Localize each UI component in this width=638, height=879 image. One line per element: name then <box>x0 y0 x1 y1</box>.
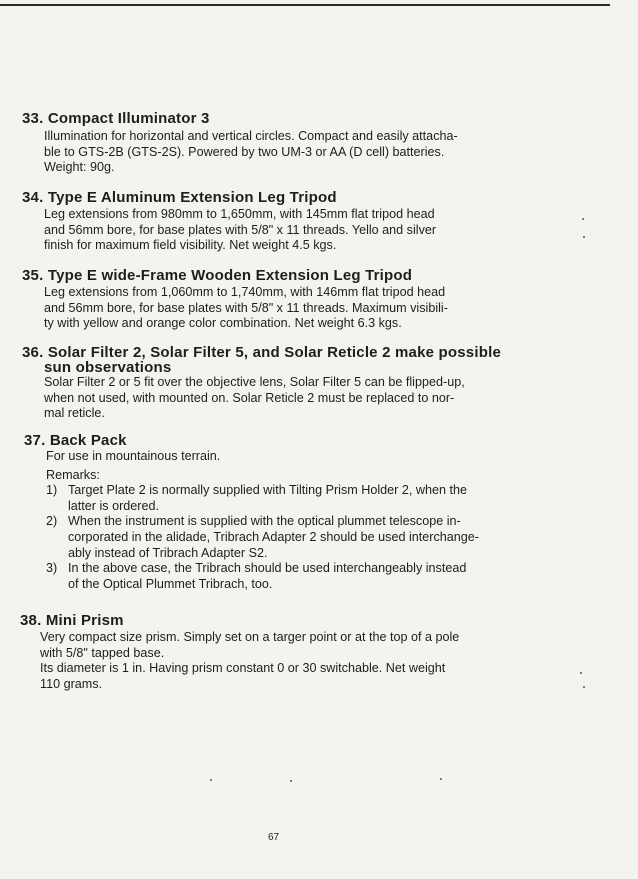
body-line: 110 grams. <box>40 676 103 691</box>
remark-line: In the above case, the Tribrach should be used interchangeably instead <box>68 561 467 576</box>
body-line: with 5/8" tapped base. <box>40 645 165 660</box>
scan-speck <box>583 236 585 238</box>
body-line: Its diameter is 1 in. Having prism constant 0 or 30 switchable. Net weight <box>40 661 446 676</box>
section-heading: 33. Compact Illuminator 3 <box>22 110 210 127</box>
section-34 <box>22 190 436 254</box>
section-36 <box>22 345 501 422</box>
scan-speck <box>440 778 442 780</box>
body-line: Solar Filter 2 or 5 fit over the objective lens, Solar Filter 5 can be flipped-up, <box>44 375 465 389</box>
body-line: when not used, with mounted on. Solar Reticle 2 must be replaced to nor- <box>44 390 455 405</box>
body-line: Very compact size prism. Simply set on a targer point or at the top of a pole <box>40 630 460 644</box>
remark-item <box>46 561 479 592</box>
body-line: mal reticle. <box>44 406 105 421</box>
remark-line: latter is ordered. <box>68 498 159 513</box>
scan-speck <box>210 779 212 781</box>
section-35 <box>22 268 448 332</box>
body-line: finish for maximum field visibility. Net weight 4.5 kgs. <box>44 238 337 253</box>
scan-speck <box>290 780 292 782</box>
section-heading: 36. Solar Filter 2, Solar Filter 5, and Solar Reticle 2 make possible <box>22 344 501 361</box>
body-line: and 56mm bore, for base plates with 5/8" x 11 threads. Maximum visibili- <box>44 300 448 315</box>
section-heading: 34. Type E Aluminum Extension Leg Tripod <box>22 189 337 206</box>
remark-item <box>46 483 479 514</box>
scan-speck <box>582 218 584 220</box>
section-33 <box>22 111 458 176</box>
section-heading: 37. Back Pack <box>24 432 127 449</box>
remark-number: 2) <box>46 514 58 529</box>
scan-speck <box>580 672 582 674</box>
body-line: ble to GTS-2B (GTS-2S). Powered by two UM-3 or AA (D cell) batteries. <box>44 144 445 159</box>
body-line: For use in mountainous terrain. <box>46 449 221 463</box>
page-number: 67 <box>268 832 280 843</box>
remark-line: Target Plate 2 is normally supplied with Tilting Prism Holder 2, when the <box>68 483 467 498</box>
remark-line: ably instead of Tribrach Adapter S2. <box>68 545 268 560</box>
body-line: Weight: 90g. <box>44 160 115 175</box>
scan-speck <box>583 686 585 688</box>
body-line: Illumination for horizontal and vertical circles. Compact and easily attacha- <box>44 129 458 143</box>
section-heading: 38. Mini Prism <box>20 612 124 629</box>
body-line: and 56mm bore, for base plates with 5/8" x 11 threads. Yello and silver <box>44 222 437 237</box>
body-line: Leg extensions from 1,060mm to 1,740mm, with 146mm flat tripod head <box>44 285 446 299</box>
remark-line: corporated in the alidade, Tribrach Adapter 2 should be used interchange- <box>68 529 479 544</box>
top-scan-rule <box>0 4 610 6</box>
section-37 <box>24 433 479 592</box>
remark-number: 1) <box>46 483 58 498</box>
body-line: ty with yellow and orange color combination. Net weight 6.3 kgs. <box>44 316 402 331</box>
remark-line: of the Optical Plummet Tribrach, too. <box>68 576 273 591</box>
section-heading: 35. Type E wide-Frame Wooden Extension Leg Tripod <box>22 267 413 284</box>
remark-number: 3) <box>46 561 58 576</box>
body-line: Leg extensions from 980mm to 1,650mm, with 145mm flat tripod head <box>44 207 435 221</box>
remarks-title: Remarks: <box>46 467 100 482</box>
section-38 <box>20 613 459 692</box>
remark-line: When the instrument is supplied with the optical plummet telescope in- <box>68 514 461 529</box>
remark-item <box>46 514 479 561</box>
section-heading-continued: sun observations <box>44 359 172 376</box>
